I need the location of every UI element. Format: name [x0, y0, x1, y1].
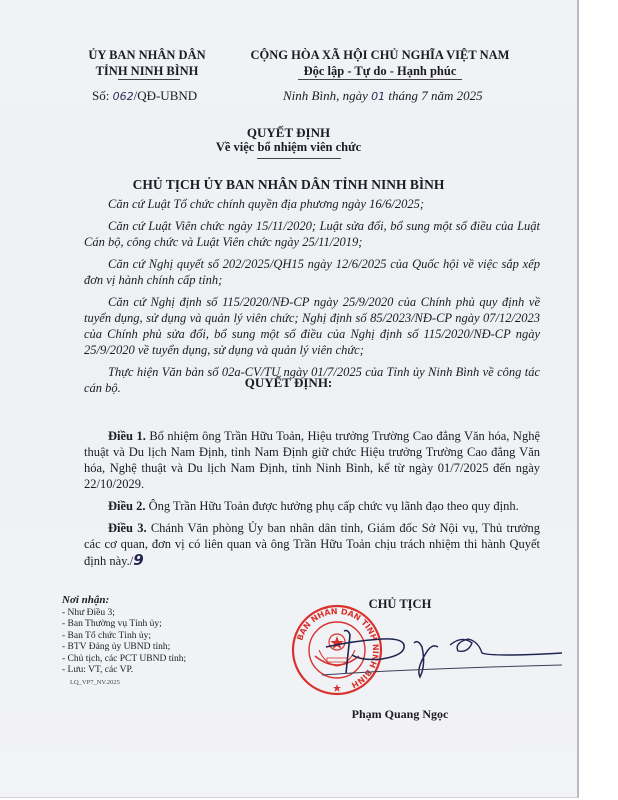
legal-basis: Căn cứ Nghị quyết số 202/2025/QH15 ngày 12/6/2025 của Quốc hội về việc sắp xếp đơn vị hành chính cấp tỉnh; — [84, 257, 540, 287]
svg-text:BAN NHÂN DÂN TỈNH NINH BÌNH: BAN NHÂN DÂN TỈNH NINH BÌNH — [295, 606, 381, 690]
article-label: Điều 3. — [108, 521, 147, 535]
filing-code: LQ_VP7_NV.2025 — [70, 678, 120, 686]
article-label: Điều 1. — [108, 429, 146, 443]
recipient-item: - Ban Thường vụ Tỉnh ủy; — [62, 619, 162, 629]
document-number: Số: 062/QĐ-UBND — [92, 88, 198, 103]
handwritten-mark: 9 — [133, 551, 144, 569]
motto: Độc lập - Tự do - Hạnh phúc — [303, 64, 457, 78]
article-1: Điều 1. Bổ nhiệm ông Trần Hữu Toản, Hiệu trưởng Trường Cao đẳng Văn hóa, Nghệ thuật và Du lịch Nam Định, tỉnh Nam Định giữ chức Hiệu trưởng Trường Cao đẳng Văn hóa, Nghệ thuật và Du lịch Nam Định, tỉnh Ninh Bình, kể từ ngày 01/7/2025 đến ngày 22/10/2029. — [84, 429, 540, 491]
recipient-item: - Chủ tịch, các PCT UBND tỉnh; — [62, 653, 187, 664]
recipient-item: - BTV Đảng ủy UBND tỉnh; — [62, 642, 171, 652]
article-label: Điều 2. — [108, 499, 146, 513]
legal-basis: Căn cứ Luật Tổ chức chính quyền địa phương ngày 16/6/2025; — [108, 197, 424, 211]
article-3: Điều 3. Chánh Văn phòng Ủy ban nhân dân tỉnh, Giám đốc Sở Nội vụ, Thủ trưởng các cơ quan, đơn vị có liên quan và ông Trần Hữu Toản chịu trách nhiệm thi hành Quyết định này./9 — [84, 521, 540, 569]
subject-underline — [257, 158, 341, 159]
legal-basis: Căn cứ Luật Viên chức ngày 15/11/2020; Luật sửa đổi, bổ sung một số điều của Luật Cán bộ, công chức và Luật Viên chức ngày 25/11/2019; — [84, 219, 540, 249]
document-date: Ninh Bình, ngày 01 tháng 7 năm 2025 — [283, 88, 483, 103]
handwritten-day: 01 — [371, 90, 386, 103]
agency-line-1: ỦY BAN NHÂN DÂN — [88, 48, 206, 62]
signer-name: Phạm Quang Ngọc — [351, 707, 449, 721]
articles — [84, 428, 540, 575]
recipients-list — [62, 595, 186, 688]
signer-title: CHỦ TỊCH — [368, 597, 432, 611]
legal-basis: Căn cứ Nghị định số 115/2020/NĐ-CP ngày 25/9/2020 của Chính phủ quy định về tuyển dụng, sử dụng và quản lý viên chức; Nghị định số 85/2023/NĐ-CP ngày 07/12/2023 của Chính phủ sửa đổi, bổ sung một số điều của Nghị định số 115/2020/NĐ-CP ngày 25/9/2020 về tuyển dụng, sử dụng và quản lý viên chức; — [84, 295, 540, 357]
signature-icon — [322, 625, 562, 685]
recipient-item: - Như Điều 3; — [62, 607, 115, 618]
issuing-agency — [62, 47, 232, 79]
article-2: Điều 2. Ông Trần Hữu Toản được hưởng phụ cấp chức vụ lãnh đạo theo quy định. — [108, 499, 519, 513]
decision-heading: QUYẾT ĐỊNH: — [244, 375, 333, 390]
national-motto — [240, 47, 520, 79]
legal-bases — [84, 196, 540, 402]
motto-underline — [298, 79, 462, 80]
republic-name: CỘNG HÒA XÃ HỘI CHỦ NGHĨA VIỆT NAM — [250, 48, 510, 62]
recipients-label: Nơi nhận: — [62, 594, 110, 606]
recipient-item: - Ban Tổ chức Tỉnh ủy; — [62, 630, 151, 641]
document-title: QUYẾT ĐỊNH — [246, 125, 331, 140]
document-subject: Về việc bổ nhiệm viên chức — [215, 140, 362, 154]
agency-underline — [118, 79, 180, 80]
issuing-authority: CHỦ TỊCH ỦY BAN NHÂN DÂN TỈNH NINH BÌNH — [132, 177, 445, 192]
agency-line-2: TỈNH NINH BÌNH — [95, 64, 199, 78]
handwritten-number: 062 — [112, 90, 134, 103]
recipient-item: - Lưu: VT, các VP. — [62, 665, 134, 675]
legal-basis: Thực hiện Văn bản số 02a-CV/TU ngày 01/7/2025 của Tỉnh ủy Ninh Bình về công tác cán bộ. — [84, 365, 540, 395]
